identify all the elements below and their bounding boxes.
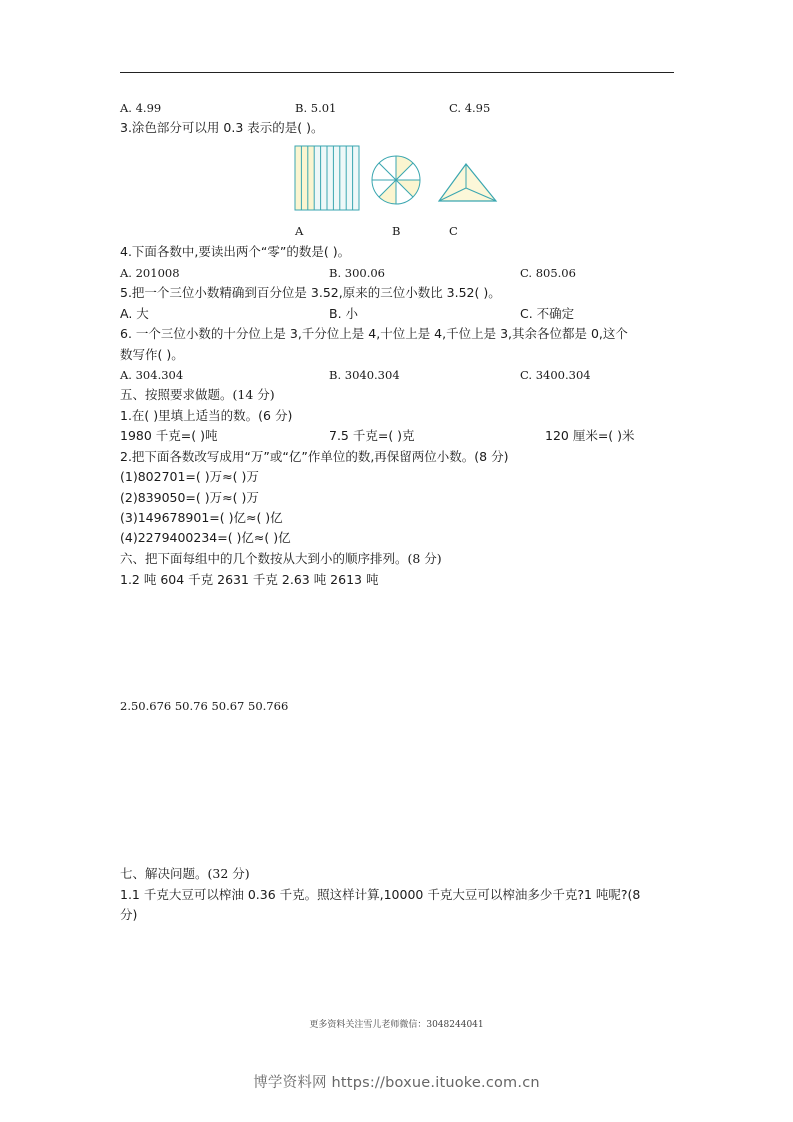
section5-q2-title: 2.把下面各数改写成用“万”或“亿”作单位的数,再保留两位小数。(8 分) <box>120 449 509 464</box>
section6-title: 六、把下面每组中的几个数按从大到小的顺序排列。(8 分) <box>120 551 442 566</box>
header-rule <box>120 72 674 73</box>
q6-text-line1: 6. 一个三位小数的十分位上是 3,千分位上是 4,十位上是 4,千位上是 3,其余各位都是 0,这个 <box>120 326 628 341</box>
q5-text: 5.把一个三位小数精确到百分位是 3.52,原来的三位小数比 3.52( )。 <box>120 285 501 300</box>
figure-b-divided-circle <box>372 156 420 204</box>
conversion-item-2: 7.5 千克=( )克 <box>329 428 415 443</box>
footer-note: 更多资料关注雪儿老师微信：3048244041 <box>309 1020 484 1030</box>
q2-option-c: C. 4.95 <box>449 101 491 115</box>
conversion-item-1: 1980 千克=( )吨 <box>120 428 218 443</box>
q5-option-a: A. 大 <box>120 306 149 321</box>
section7-title: 七、解决问题。(32 分) <box>120 866 250 881</box>
rewrite-item-4: (4)2279400234=( )亿≈( )亿 <box>120 530 291 545</box>
rewrite-item-2: (2)839050=( )万≈( )万 <box>120 490 259 505</box>
q6-text-line2: 数写作( )。 <box>120 347 184 362</box>
q5-option-c: C. 不确定 <box>520 306 575 321</box>
conversion-item-3: 120 厘米=( )米 <box>545 428 635 443</box>
section6-group1: 1.2 吨 604 千克 2631 千克 2.63 吨 2613 吨 <box>120 572 379 587</box>
section5-q1-title: 1.在( )里填上适当的数。(6 分) <box>120 408 293 423</box>
section7-q1-line2: 分) <box>120 907 138 922</box>
section7-q1-line1: 1.1 千克大豆可以榨油 0.36 千克。照这样计算,10000 千克大豆可以榨油多少千克?1 吨呢?(8 <box>120 887 641 902</box>
figure-a-label: A <box>295 224 304 238</box>
q4-option-b: B. 300.06 <box>329 266 386 280</box>
rewrite-item-3: (3)149678901=( )亿≈( )亿 <box>120 510 283 525</box>
figure-c-divided-triangle <box>439 164 496 201</box>
section5-title: 五、按照要求做题。(14 分) <box>120 387 275 402</box>
figure-a-striped-square <box>295 146 359 210</box>
figure-b-label: B <box>392 224 401 238</box>
q6-option-c: C. 3400.304 <box>520 368 591 382</box>
q4-option-c: C. 805.06 <box>520 266 576 280</box>
q4-option-a: A. 201008 <box>120 266 180 280</box>
q4-text: 4.下面各数中,要读出两个“零”的数是( )。 <box>120 244 351 259</box>
q6-option-a: A. 304.304 <box>120 368 184 382</box>
section6-group2: 2.50.676 50.76 50.67 50.766 <box>120 699 289 713</box>
q3-text: 3.涂色部分可以用 0.3 表示的是( )。 <box>120 120 324 135</box>
site-watermark: 博学资料网 https://boxue.ituoke.com.cn <box>253 1075 540 1091</box>
q6-option-b: B. 3040.304 <box>329 368 400 382</box>
q5-option-b: B. 小 <box>329 306 359 321</box>
q3-figures <box>292 144 512 240</box>
q2-option-b: B. 5.01 <box>295 101 337 115</box>
figure-c-label: C <box>449 224 458 238</box>
rewrite-item-1: (1)802701=( )万≈( )万 <box>120 469 259 484</box>
q2-option-a: A. 4.99 <box>120 101 162 115</box>
